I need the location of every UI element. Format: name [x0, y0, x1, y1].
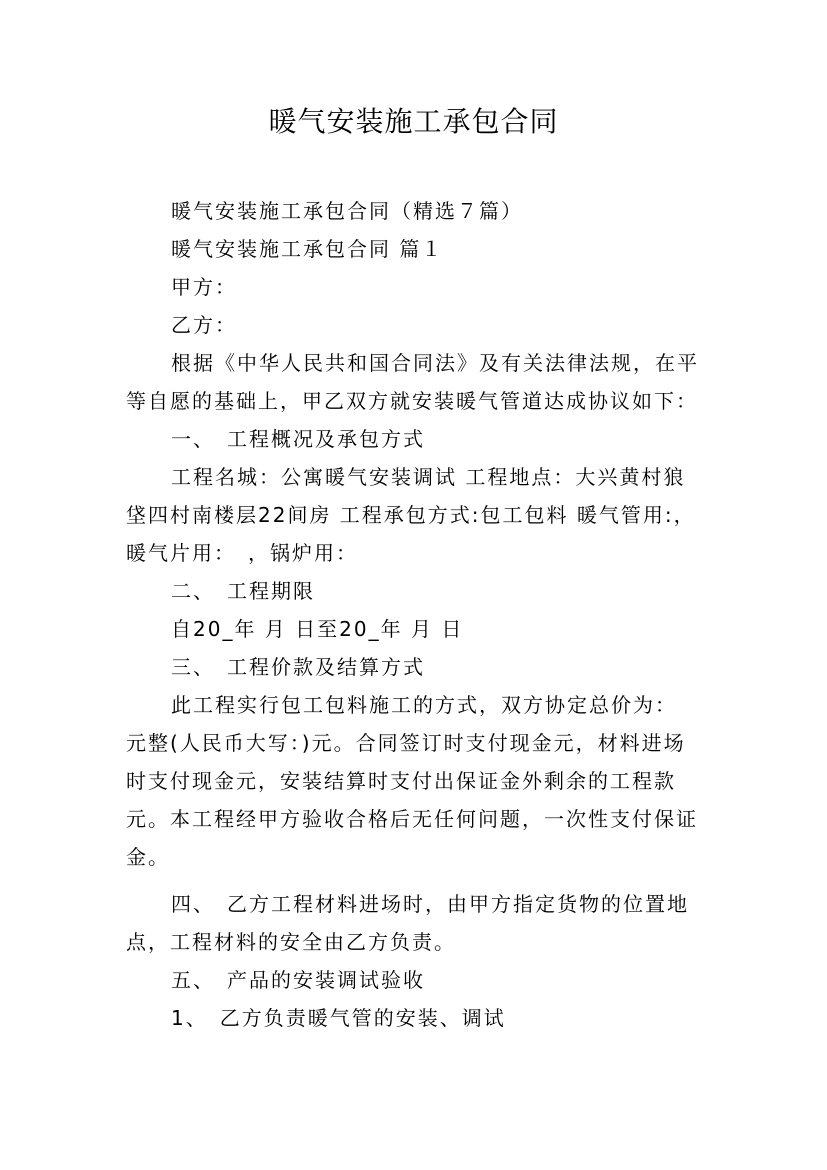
section-heading-line: 二、 工程期限	[171, 579, 315, 603]
party-a-line: 甲方：	[171, 275, 237, 299]
paragraph-line: 工程名城：公寓暖气安装调试 工程地点：大兴黄村狼	[171, 465, 686, 489]
section-heading-line: 暖气安装施工承包合同 篇１	[171, 237, 444, 261]
paragraph-line: 元。本工程经甲方验收合格后无任何问题，一次性支付保证	[126, 807, 698, 831]
paragraph-line: 此工程实行包工包料施工的方式，双方协定总价为：	[171, 693, 677, 717]
section-heading-line: 五、 产品的安装调试验收	[171, 968, 425, 992]
subtitle-line: 暖气安装施工承包合同（精选７篇）	[171, 199, 523, 223]
document-title: 暖气安装施工承包合同	[268, 105, 559, 138]
paragraph-line: 点，工程材料的安全由乙方负责。	[126, 930, 456, 954]
section-heading-line: 一、 工程概况及承包方式	[171, 427, 425, 451]
party-b-line: 乙方：	[171, 313, 237, 337]
paragraph-line: 四、 乙方工程材料进场时，由甲方指定货物的位置地	[171, 892, 689, 916]
paragraph-line: 1、 乙方负责暖气管的安装、调试	[171, 1006, 506, 1030]
section-heading-line: 三、 工程价款及结算方式	[171, 655, 425, 679]
paragraph-line: 等自愿的基础上，甲乙双方就安装暖气管道达成协议如下：	[126, 389, 698, 413]
paragraph-line: 时支付现金元，安装结算时支付出保证金外剩余的工程款	[126, 769, 676, 793]
paragraph-line: 金。	[126, 845, 170, 869]
paragraph-line: 自20_年 月 日至20_年 月 日	[171, 617, 464, 641]
paragraph-line: 垡四村南楼层22间房 工程承包方式:包工包料 暖气管用:，	[126, 503, 696, 527]
paragraph-line: 根据《中华人民共和国合同法》及有关法律法规，在平	[171, 351, 699, 375]
paragraph-line: 暖气片用： ，锅炉用：	[126, 541, 358, 565]
paragraph-line: 元整(人民币大写：)元。合同签订时支付现金元，材料进场	[126, 731, 686, 755]
